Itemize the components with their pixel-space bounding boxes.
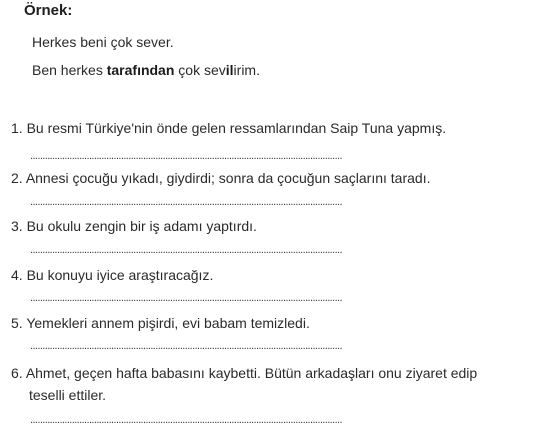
example-bold-suffix: il — [225, 62, 234, 78]
exercise-number: 2. — [11, 170, 23, 186]
exercise-item-2 — [11, 167, 536, 189]
exercise-sentence: Ahmet, geçen hafta babasını kaybetti. Bütün arkadaşları onu ziyaret edip — [25, 365, 478, 381]
exercise-sentence: Bu konuyu iyice araştıracağız. — [26, 267, 214, 283]
exercise-sentence: Annesi çocuğu yıkadı, giydirdi; sonra da çocuğun saçlarını taradı. — [25, 170, 431, 186]
answer-line-6[interactable]: ............................................................................................................................... — [30, 414, 342, 426]
exercise-number: 6. — [11, 365, 23, 381]
answer-line-1[interactable]: ............................................................................................................................... — [30, 150, 342, 162]
example-bold-tarafindan: tarafından — [106, 62, 175, 78]
answer-line-3[interactable]: ............................................................................................................................... — [30, 244, 342, 256]
exercise-number: 3. — [11, 218, 23, 234]
example-sentence-passive: Ben herkes tarafından çok sevilirim. — [32, 62, 260, 78]
exercise-sentence: Yemekleri annem pişirdi, evi babam temizledi. — [26, 315, 310, 331]
exercise-item-6 — [11, 362, 536, 406]
exercise-item-1 — [11, 117, 536, 139]
exercise-sentence: Bu resmi Türkiye'nin önde gelen ressamlarından Saip Tuna yapmış. — [26, 120, 447, 136]
answer-line-2[interactable]: ............................................................................................................................... — [30, 196, 342, 208]
answer-line-5[interactable]: ............................................................................................................................... — [30, 340, 342, 352]
exercise-item-3 — [11, 215, 536, 237]
exercise-number: 5. — [11, 315, 23, 331]
example-title: Örnek: — [24, 2, 73, 19]
exercise-sentence-continued: teselli ettiler. — [29, 387, 107, 403]
exercise-number: 1. — [11, 120, 23, 136]
exercise-item-4 — [11, 264, 536, 286]
example-sentence-active: Herkes beni çok sever. — [32, 34, 174, 50]
answer-line-4[interactable]: ............................................................................................................................... — [30, 292, 342, 304]
exercise-sentence: Bu okulu zengin bir iş adamı yaptırdı. — [26, 218, 257, 234]
exercise-item-5 — [11, 312, 536, 334]
exercise-number: 4. — [11, 267, 23, 283]
